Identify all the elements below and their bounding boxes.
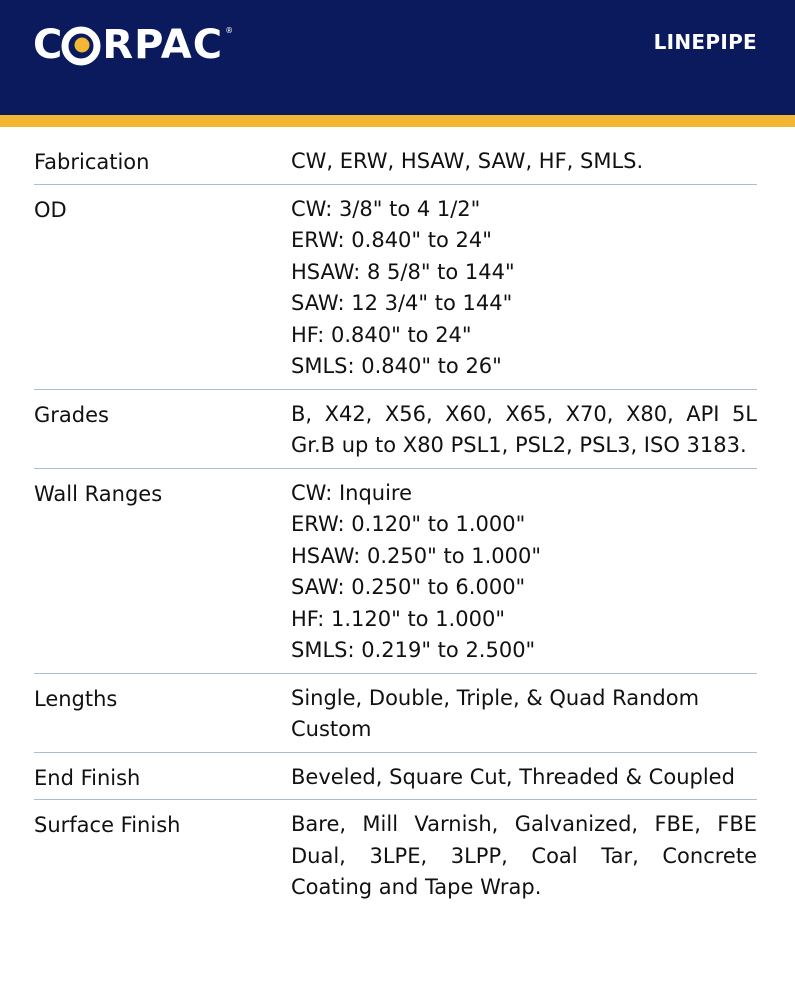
spec-value: Bare, Mill Varnish, Galvanized, FBE, FBE Dual, 3LPE, 3LPP, Coal Tar, Concrete Coating and Tape Wrap. — [291, 812, 757, 899]
spec-label: OD — [34, 197, 67, 222]
registered-mark: ® — [225, 26, 235, 35]
spec-value: B, X42, X56, X60, X65, X70, X80, API 5L Gr.B up to X80 PSL1, PSL2, PSL3, ISO 3183. — [291, 401, 757, 457]
spec-value: Beveled, Square Cut, Threaded & Coupled — [291, 764, 735, 789]
spec-label: Wall Ranges — [34, 481, 163, 506]
spec-value-line: CW: 3/8" to 4 1/2" — [291, 196, 481, 221]
spec-value-line: HSAW: 0.250" to 1.000" — [291, 543, 542, 568]
spec-value-line: SAW: 12 3/4" to 144" — [291, 291, 513, 315]
spec-row-grades — [34, 390, 757, 469]
logo-letter-c: C — [33, 22, 64, 68]
spec-label: Fabrication — [34, 150, 150, 174]
spec-value-line: HF: 0.840" to 24" — [291, 322, 472, 347]
spec-row-fabrication — [34, 140, 757, 185]
spec-row-od — [34, 185, 757, 390]
logo-letters: RPAC — [102, 22, 224, 68]
product-category-title: LINEPIPE — [653, 30, 757, 54]
spec-value-line: ERW: 0.840" to 24" — [291, 228, 492, 252]
spec-label: Lengths — [34, 686, 118, 711]
spec-row-lengths — [34, 674, 757, 753]
spec-value: CW, ERW, HSAW, SAW, HF, SMLS. — [291, 149, 644, 173]
accent-stripe — [0, 115, 795, 127]
spec-label: Grades — [34, 402, 109, 427]
spec-value-line: SMLS: 0.840" to 26" — [291, 354, 502, 378]
spec-value-line: SAW: 0.250" to 6.000" — [291, 575, 526, 599]
header-bar — [0, 0, 795, 115]
spec-value — [291, 683, 757, 746]
spec-value-line: Single, Double, Triple, & Quad Random — [291, 685, 700, 710]
spec-value — [291, 478, 757, 667]
spec-label: End Finish — [34, 765, 141, 790]
spec-value-line: CW: Inquire — [291, 480, 413, 505]
spec-value — [291, 194, 757, 383]
spec-row-wall-ranges — [34, 469, 757, 674]
spec-value-line: ERW: 0.120" to 1.000" — [291, 512, 526, 536]
spec-label: Surface Finish — [34, 813, 181, 837]
spec-value-line: Custom — [291, 717, 372, 741]
logo-moon-icon — [61, 26, 101, 66]
spec-value-line: HF: 1.120" to 1.000" — [291, 606, 505, 631]
spec-value-line: HSAW: 8 5/8" to 144" — [291, 259, 515, 284]
spec-row-surface-finish — [34, 800, 757, 910]
spec-table — [34, 140, 757, 910]
spec-value-line: SMLS: 0.219" to 2.500" — [291, 638, 536, 662]
corpac-logo — [33, 22, 234, 68]
spec-row-end-finish — [34, 753, 757, 801]
